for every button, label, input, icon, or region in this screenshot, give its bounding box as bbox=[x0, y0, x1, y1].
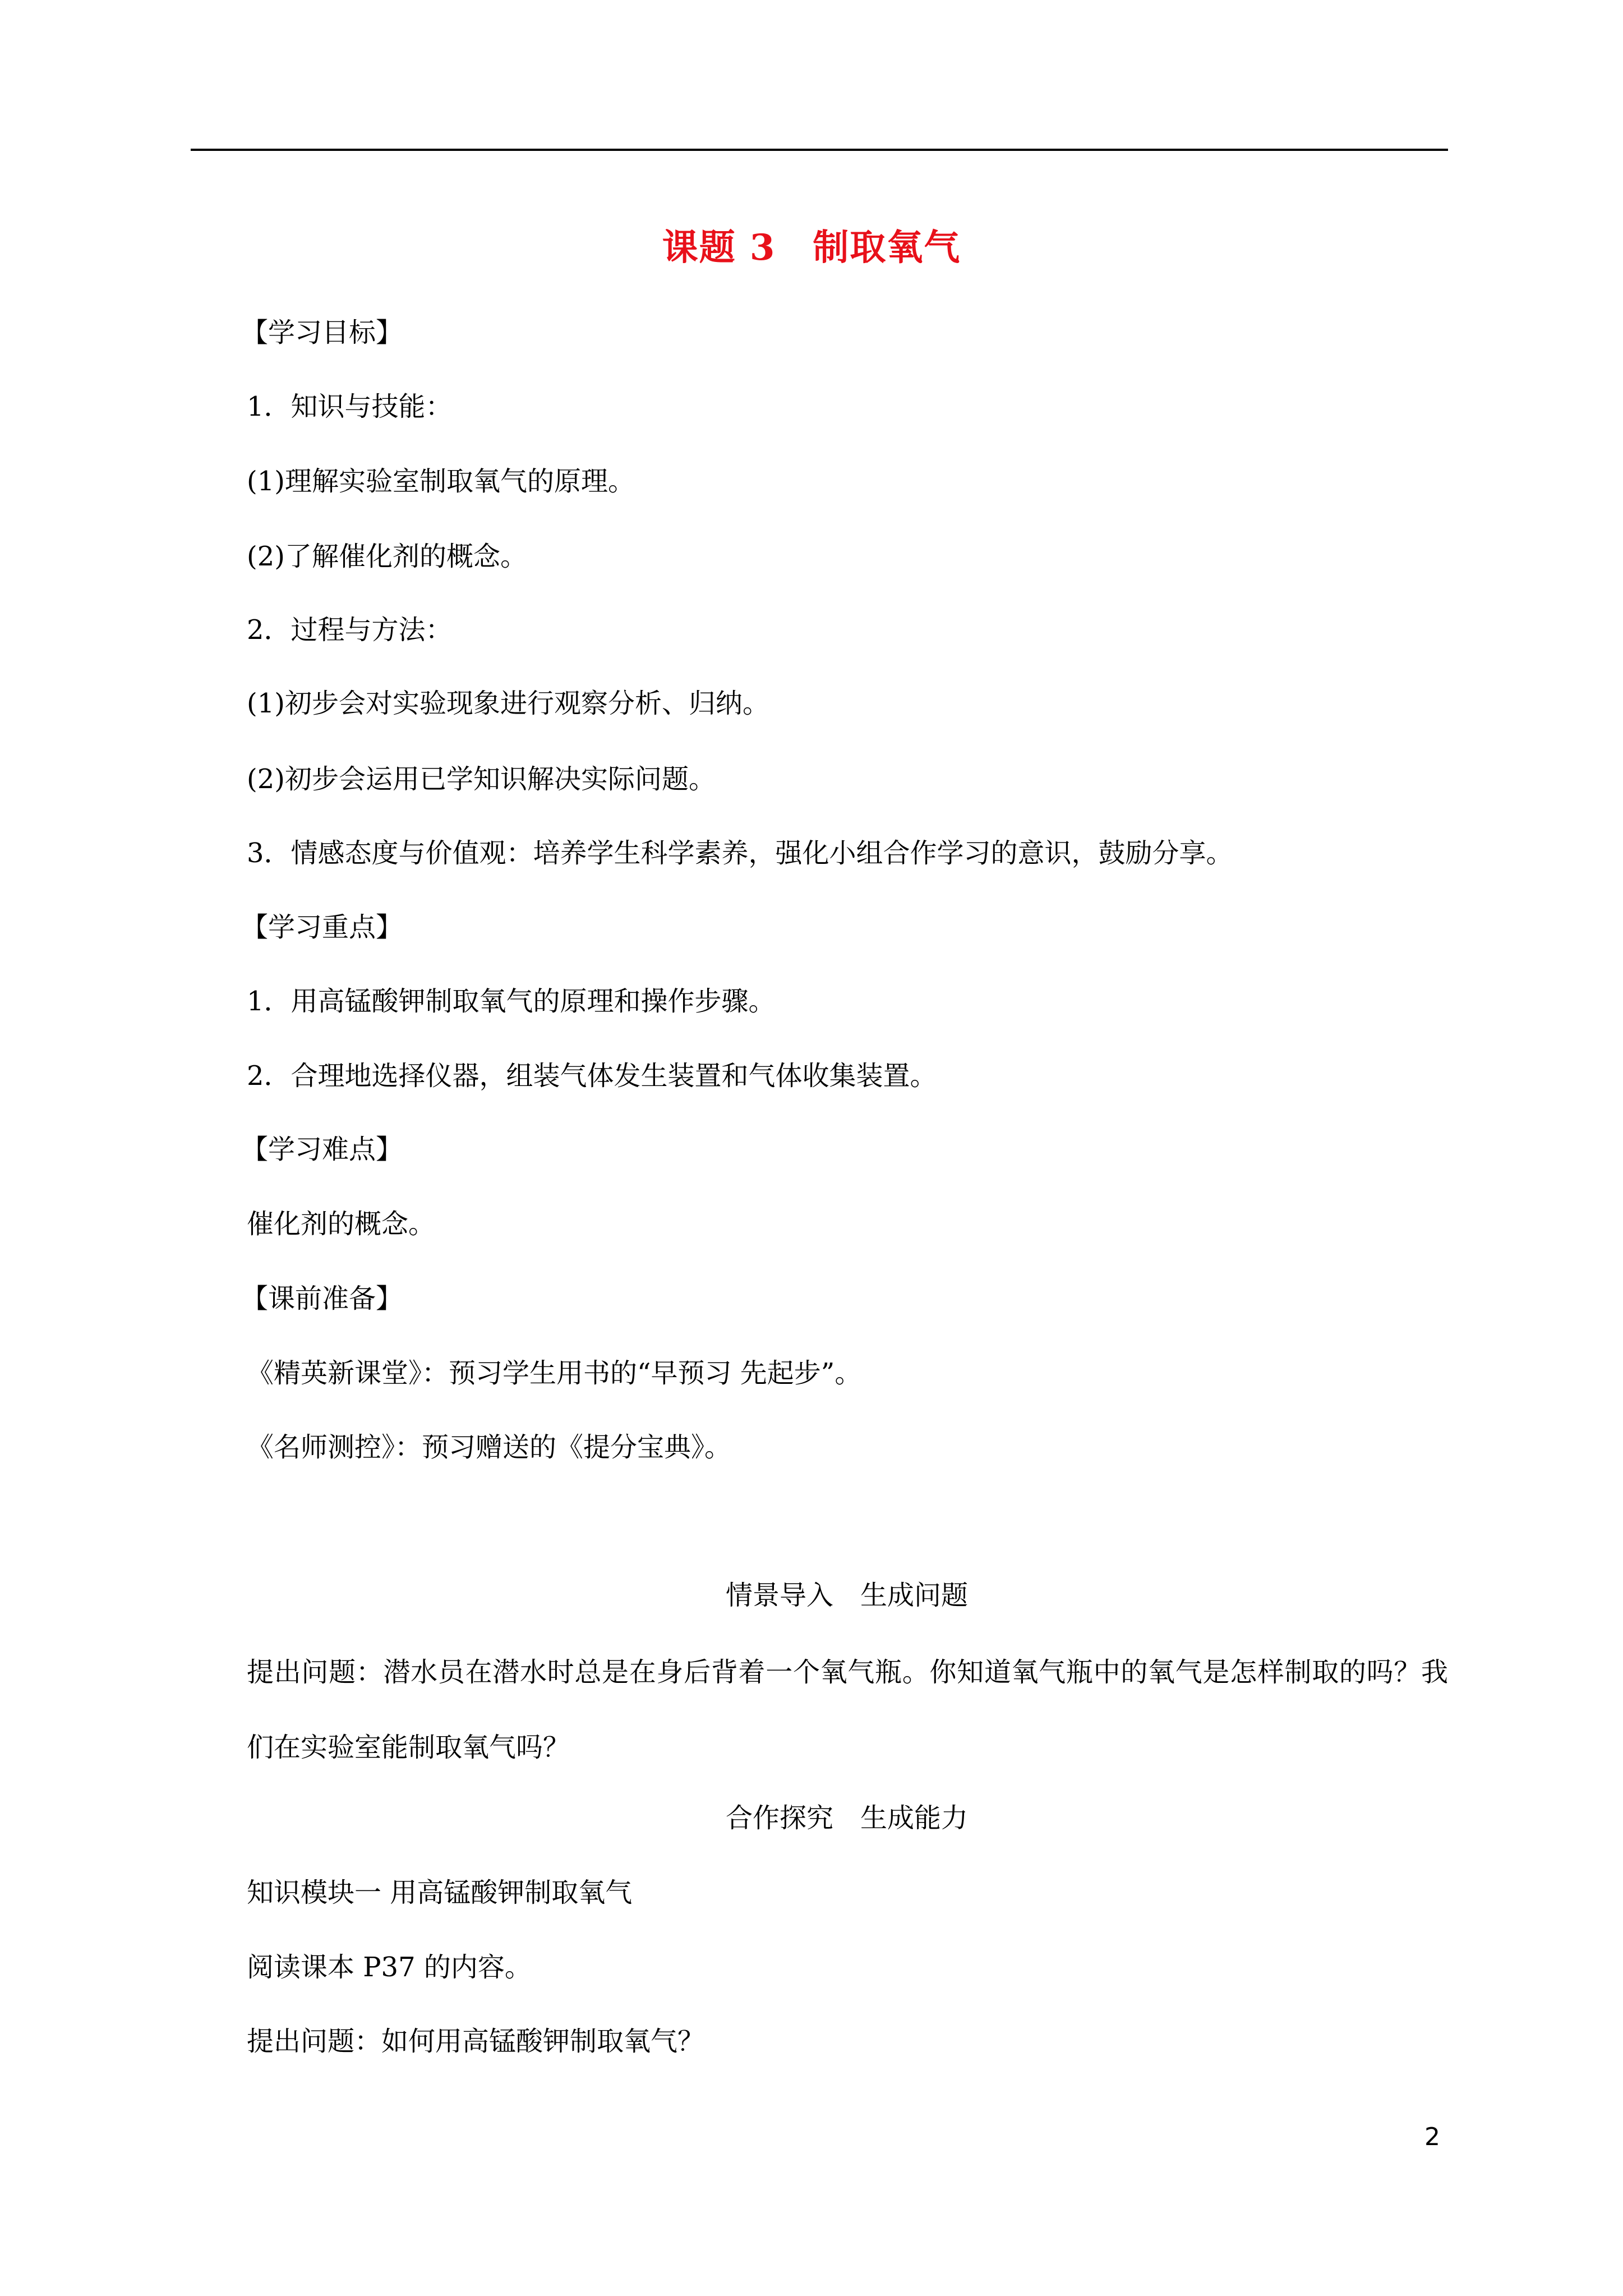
difficulty-1: 催化剂的概念。 bbox=[247, 1208, 436, 1240]
explore-heading: 合作探究 生成能力 bbox=[725, 1802, 968, 1834]
module-1-question: 提出问题：如何用高锰酸钾制取氧气？ bbox=[247, 2026, 705, 2057]
objective-2-2: (2)初步会运用已学知识解决实际问题。 bbox=[247, 763, 716, 795]
objective-1-1: (1)理解实验室制取氧气的原理。 bbox=[247, 466, 635, 497]
objective-1: 1．知识与技能： bbox=[247, 391, 453, 422]
keypoint-2: 2．合理地选择仪器，组装气体发生装置和气体收集装置。 bbox=[247, 1060, 937, 1092]
module-1-read: 阅读课本 P37 的内容。 bbox=[247, 1952, 532, 1983]
objective-1-2: (2)了解催化剂的概念。 bbox=[247, 541, 527, 572]
prep-1: 《精英新课堂》：预习学生用书的“早预习 先起步”。 bbox=[247, 1358, 862, 1389]
difficulty-heading: 【学习难点】 bbox=[241, 1134, 403, 1165]
keypoints-heading: 【学习重点】 bbox=[241, 912, 403, 943]
intro-text: 提出问题：潜水员在潜水时总是在身后背着一个氧气瓶。你知道氧气瓶中的氧气是怎样制取的吗？我们在实验室能制取氧气吗？ bbox=[247, 1657, 1448, 1763]
objective-3: 3．情感态度与价值观：培养学生科学素养，强化小组合作学习的意识，鼓励分享。 bbox=[247, 838, 1233, 869]
keypoint-1: 1．用高锰酸钾制取氧气的原理和操作步骤。 bbox=[247, 986, 776, 1017]
module-1-heading: 知识模块一 用高锰酸钾制取氧气 bbox=[247, 1877, 633, 1908]
objective-2: 2．过程与方法： bbox=[247, 614, 453, 646]
page-number: 2 bbox=[1424, 2123, 1440, 2151]
page-title: 课题 3 制取氧气 bbox=[662, 227, 961, 269]
prep-2: 《名师测控》：预习赠送的《提分宝典》。 bbox=[247, 1432, 732, 1463]
objectives-heading: 【学习目标】 bbox=[241, 317, 403, 348]
intro-heading: 情景导入 生成问题 bbox=[725, 1580, 968, 1611]
header-rule bbox=[191, 149, 1448, 151]
objective-2-1: (1)初步会对实验现象进行观察分析、归纳。 bbox=[247, 688, 769, 719]
prep-heading: 【课前准备】 bbox=[241, 1283, 403, 1314]
